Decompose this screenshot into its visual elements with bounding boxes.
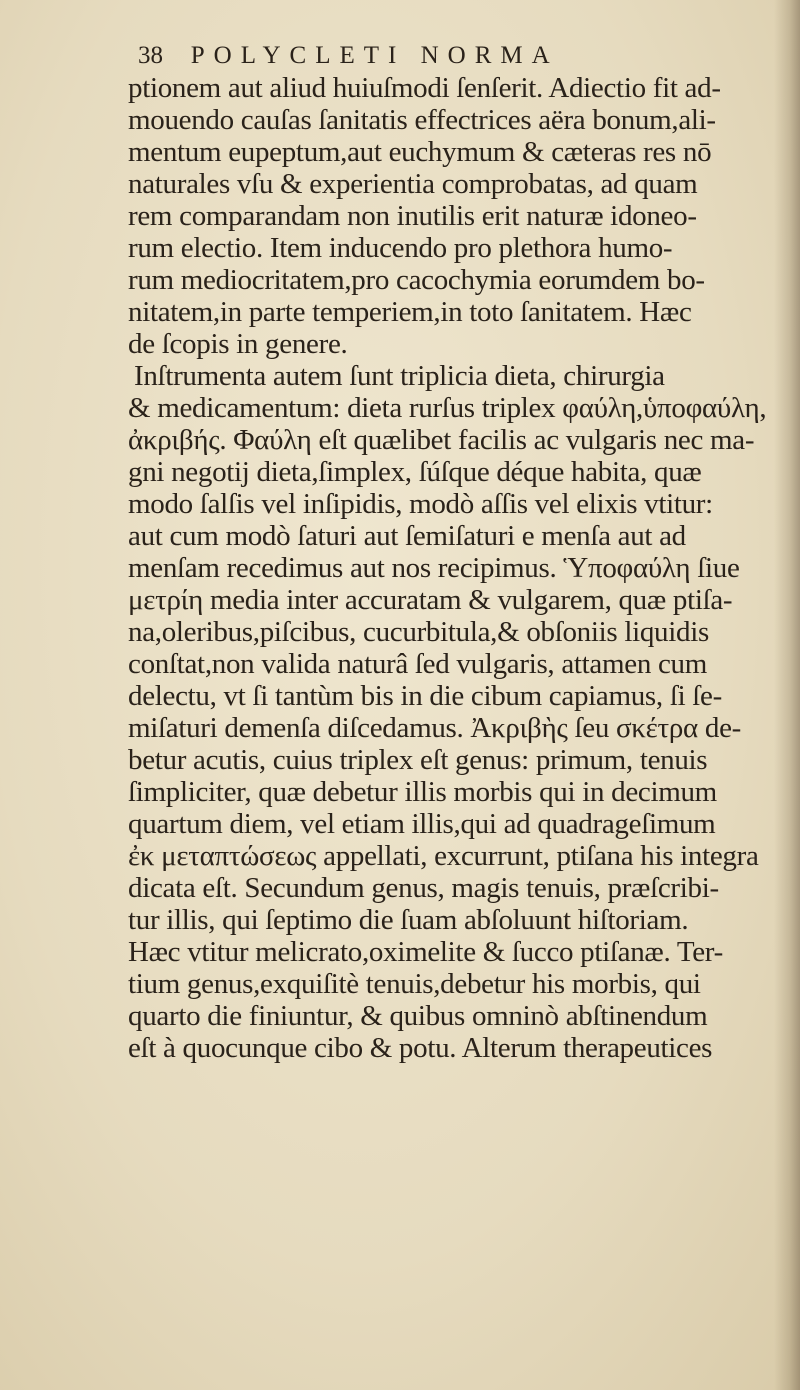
text-line: & medicamentum: dieta rurſus triplex φαύλη,ὑποφαύλη, — [128, 392, 767, 424]
text-line: dicata eſt. Secundum genus, magis tenuis, præſcribi- — [128, 872, 719, 904]
text-line: miſaturi demenſa diſcedamus. Ἀκριβὴς ſeu σκέτρα de- — [128, 712, 742, 744]
text-line: modo ſalſis vel inſipidis, modò aſſis vel elixis vtitur: — [128, 488, 713, 520]
text-line: conſtat,non valida naturâ ſed vulgaris, attamen cum — [128, 648, 708, 680]
text-line: rem comparandam non inutilis erit naturæ idoneo- — [128, 200, 697, 232]
binding-shadow — [774, 0, 800, 1390]
text-line: quarto die finiuntur, & quibus omninò abſtinendum — [128, 1000, 708, 1032]
text-line: mentum eupeptum,aut euchymum & cæteras res nō — [128, 136, 712, 168]
text-line: tur illis, qui ſeptimo die ſuam abſoluunt hiſtoriam. — [128, 904, 689, 936]
text-line: tium genus,exquiſitè tenuis,debetur his morbis, qui — [128, 968, 701, 1000]
text-line: delectu, vt ſi tantùm bis in die cibum capiamus, ſi ſe- — [128, 680, 722, 712]
running-head — [138, 34, 698, 74]
text-line: gni negotij dieta,ſimplex, ſúſque déque habita, quæ — [128, 456, 702, 488]
text-line: quartum diem, vel etiam illis,qui ad quadrageſimum — [128, 808, 716, 840]
text-line: ἐκ μεταπτώσεως appellati, excurrunt, ptiſana his integra — [128, 840, 759, 872]
running-title: POLYCLETI NORMA — [190, 42, 559, 69]
text-line: aut cum modò ſaturi aut ſemiſaturi e menſa aut ad — [128, 520, 686, 552]
page-number: 38 — [138, 42, 163, 69]
text-line: nitatem,in parte temperiem,in toto ſanitatem. Hæc — [128, 296, 692, 328]
text-line: mouendo cauſas ſanitatis effectrices aëra bonum,ali- — [128, 104, 716, 136]
body-text — [128, 72, 768, 1064]
text-line: menſam recedimus aut nos recipimus. Ὑποφαύλη ſiue — [128, 552, 740, 584]
text-line: eſt à quocunque cibo & potu. Alterum therapeutices — [128, 1032, 713, 1064]
text-line: ptionem aut aliud huiuſmodi ſenſerit. Adiectio fit ad- — [128, 72, 721, 104]
text-line: ſimpliciter, quæ debetur illis morbis qui in decimum — [128, 776, 717, 808]
text-line: Hæc vtitur melicrato,oximelite & ſucco ptiſanæ. Ter- — [128, 936, 723, 968]
text-line: Inſtrumenta autem ſunt triplicia dieta, chirurgia — [134, 360, 665, 392]
text-line: betur acutis, cuius triplex eſt genus: primum, tenuis — [128, 744, 708, 776]
text-line: μετρίη media inter accuratam & vulgarem, quæ ptiſa- — [128, 584, 733, 616]
text-line: rum electio. Item inducendo pro plethora humo- — [128, 232, 673, 264]
text-line: rum mediocritatem,pro cacochymia eorumdem bo- — [128, 264, 705, 296]
text-line: na,oleribus,piſcibus, cucurbitula,& obſoniis liquidis — [128, 616, 709, 648]
text-line: ἀκριβής. Φαύλη eſt quælibet facilis ac vulgaris nec ma- — [128, 424, 755, 456]
text-line: de ſcopis in genere. — [128, 328, 348, 360]
text-line: naturales vſu & experientia comprobatas, ad quam — [128, 168, 698, 200]
